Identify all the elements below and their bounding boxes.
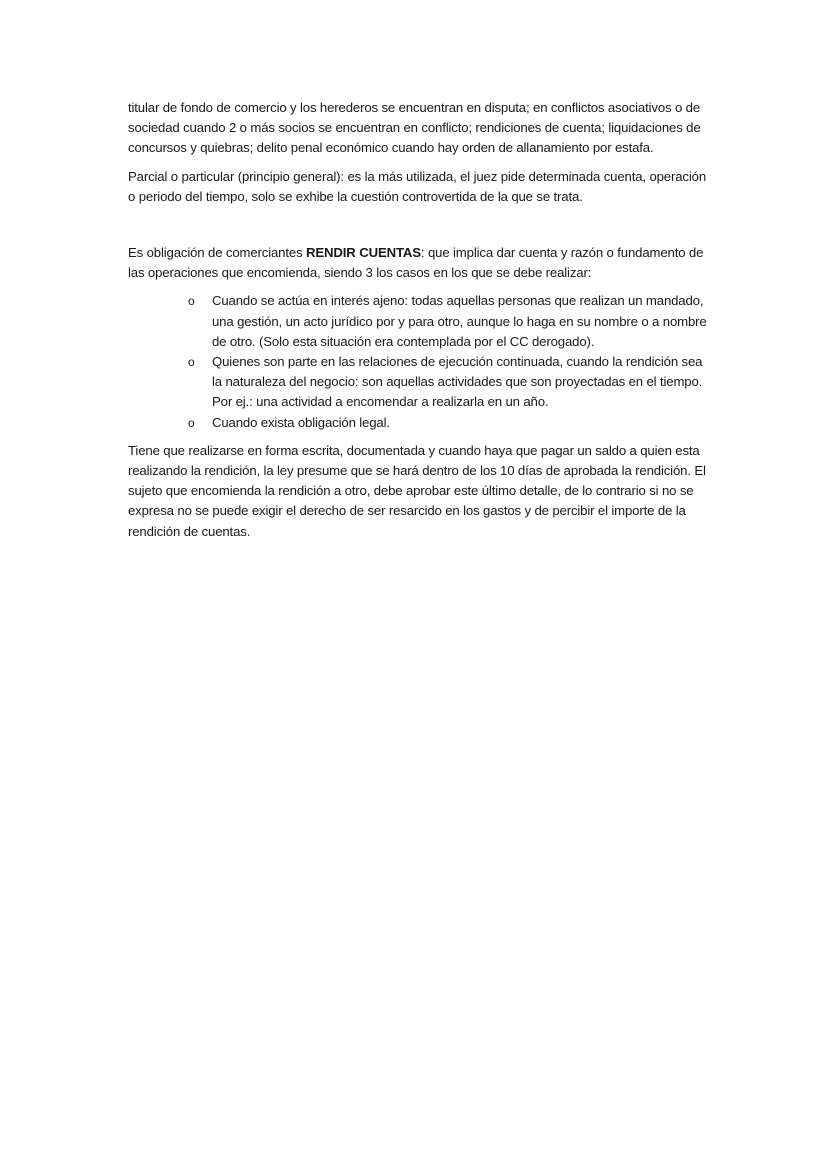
paragraph-obligacion [128, 243, 708, 283]
document-body [128, 98, 708, 550]
paragraph-intro: titular de fondo de comercio y los herederos se encuentran en disputa; en conflictos asociativos o de sociedad cuando 2 o más socios se encuentran en conflicto; rendiciones de cuenta; liquidaciones de concursos y quiebras; delito penal económico cuando hay orden de allanamiento por estafa. [128, 100, 701, 156]
circle-bullet-icon: o [188, 415, 195, 430]
paragraph-forma-escrita: Tiene que realizarse en forma escrita, documentada y cuando haya que pagar un saldo a quien esta realizando la rendición, la ley presume que se hará dentro de los 10 días de aprobada la rendición. El sujeto que encomienda la rendición a otro, debe aprobar este último detalle, de lo contrario si no se expresa no se puede exigir el derecho de ser resarcido en los gastos y de percibir el importe de la rendición de cuentas. [128, 442, 706, 539]
list-item [188, 291, 708, 352]
paragraph-obligacion-suffix: : que implica dar cuenta y razón o fundamento de las operaciones que encomienda, siendo 3 los casos en los que se debe realizar: [128, 245, 704, 281]
cases-list [128, 291, 708, 432]
circle-bullet-icon: o [188, 355, 195, 370]
list-item-text: Cuando exista obligación legal. [212, 414, 390, 430]
paragraph-obligacion-bold: RENDIR CUENTAS [306, 245, 421, 261]
list-item [188, 413, 708, 433]
circle-bullet-icon: o [188, 294, 195, 309]
list-item-text: Quienes son parte en las relaciones de ejecución continuada, cuando la rendición sea la naturaleza del negocio: son aquellas actividades que son proyectadas en el tiempo. Por ej.: una actividad a encomendar a realizarla en un año. [212, 354, 703, 410]
list-item [188, 352, 708, 413]
spacer [128, 215, 708, 243]
list-item-text: Cuando se actúa en interés ajeno: todas aquellas personas que realizan un mandado, una gestión, un acto jurídico por y para otro, aunque lo haga en su nombre o a nombre de otro. (Solo esta situación era contemplada por el CC derogado). [212, 293, 707, 349]
paragraph-parcial: Parcial o particular (principio general): es la más utilizada, el juez pide determinada cuenta, operación o periodo del tiempo, solo se exhibe la cuestión controvertida de la que se trata. [128, 168, 707, 204]
paragraph-obligacion-prefix: Es obligación de comerciantes [128, 245, 307, 261]
